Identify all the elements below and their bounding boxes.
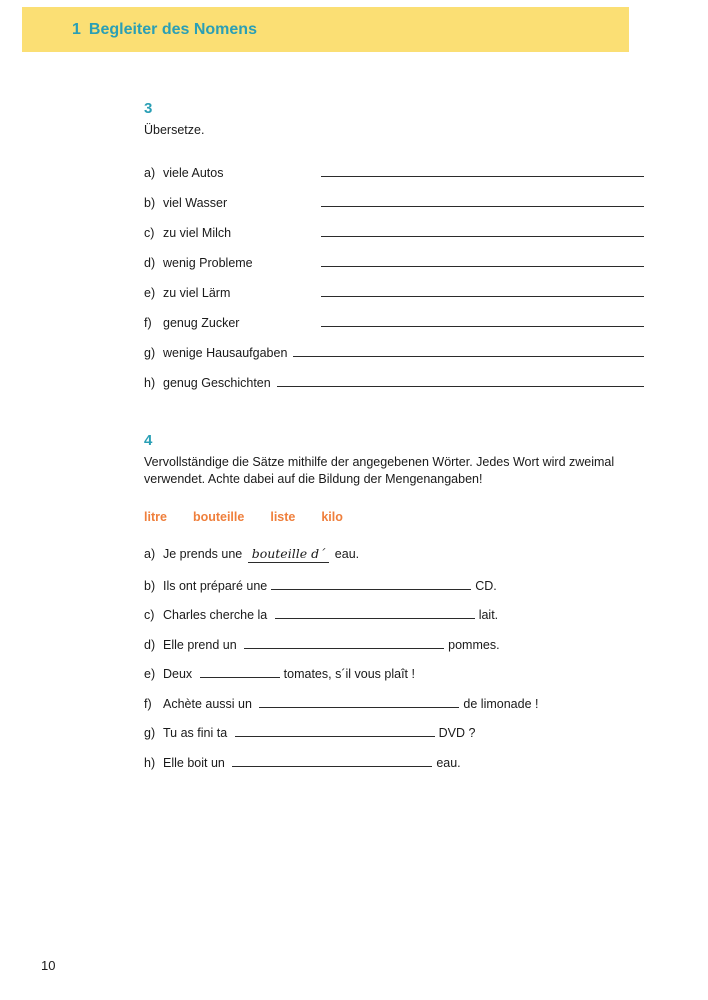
item-term: genug Geschichten — [163, 376, 271, 390]
answer-line[interactable] — [321, 253, 644, 267]
item-letter: c) — [144, 608, 155, 622]
sentence-end: de limonade ! — [463, 696, 539, 711]
exercise-3-item-list — [144, 163, 644, 403]
exercise-4 — [144, 432, 644, 782]
answer-blank[interactable] — [259, 694, 459, 708]
item-letter: c) — [144, 226, 155, 240]
answer-line[interactable] — [321, 163, 644, 177]
item-letter: d) — [144, 256, 156, 270]
sentence-start: Elle boit un — [163, 755, 229, 770]
exercise-3-item — [144, 313, 644, 343]
sentence-start: Ils ont préparé une — [163, 578, 268, 593]
exercise-3-item — [144, 223, 644, 253]
exercise-4-item — [144, 546, 644, 576]
sentence-start: Charles cherche la — [163, 608, 271, 622]
item-term: genug Zucker — [163, 316, 240, 330]
item-letter: e) — [144, 286, 156, 300]
exercise-3-number: 3 — [144, 100, 153, 117]
wordbank-word: bouteille — [192, 510, 245, 524]
item-letter: d) — [144, 637, 156, 652]
exercise-3-instruction: Übersetze. — [144, 123, 205, 137]
item-term: wenige Hausaufgaben — [163, 346, 288, 360]
item-term: zu viel Milch — [163, 226, 232, 240]
exercise-3-item — [144, 373, 644, 403]
exercise-3-item — [144, 343, 644, 373]
item-term: viel Wasser — [163, 196, 228, 210]
exercise-4-item-list — [144, 546, 644, 782]
answer-blank[interactable] — [271, 576, 471, 590]
exercise-3-item — [144, 163, 644, 193]
sentence-start: Je prends une — [163, 547, 246, 561]
item-letter: f) — [144, 696, 152, 711]
item-term: viele Autos — [163, 166, 224, 180]
exercise-3-item — [144, 193, 644, 223]
sentence-start: Achète aussi un — [163, 696, 256, 711]
wordbank-word: liste — [270, 510, 296, 524]
item-letter: a) — [144, 166, 156, 180]
sentence-end: pommes. — [448, 637, 500, 652]
sentence-end: lait. — [478, 608, 499, 622]
exercise-4-item — [144, 664, 644, 694]
answer-blank[interactable] — [232, 753, 432, 767]
answer-blank[interactable] — [200, 664, 280, 678]
sentence-end: eau. — [436, 755, 461, 770]
item-term: zu viel Lärm — [163, 286, 231, 300]
answer-blank[interactable] — [244, 635, 444, 649]
wordbank-word: litre — [144, 510, 167, 524]
exercise-4-item — [144, 723, 644, 753]
wordbank-word: kilo — [321, 510, 343, 524]
answer-line[interactable] — [321, 283, 644, 297]
sentence-end: eau. — [331, 547, 360, 561]
exercise-4-item — [144, 605, 644, 635]
filled-answer[interactable]: bouteille d´ — [248, 546, 330, 563]
sentence-end: tomates, s´il vous plaît ! — [283, 667, 415, 681]
item-letter: b) — [144, 196, 156, 210]
exercise-3 — [144, 100, 644, 403]
exercise-4-item — [144, 694, 644, 724]
exercise-3-item — [144, 283, 644, 313]
sentence-start: Tu as fini ta — [163, 726, 231, 740]
answer-line[interactable] — [321, 313, 644, 327]
item-letter: g) — [144, 726, 156, 740]
exercise-4-number: 4 — [144, 432, 153, 449]
item-letter: h) — [144, 376, 156, 390]
sentence-start: Deux — [163, 667, 196, 681]
exercise-4-item — [144, 635, 644, 665]
exercise-4-instruction: Vervollständige die Sätze mithilfe der angegebenen Wörter. Jedes Wort wird zweimal verwendet. Achte dabei auf die Bildung der Mengenangaben! — [144, 455, 615, 486]
answer-line[interactable] — [277, 373, 644, 387]
answer-line[interactable] — [293, 343, 644, 357]
item-term: wenig Probleme — [163, 256, 253, 270]
exercise-3-item — [144, 253, 644, 283]
item-letter: a) — [144, 547, 156, 561]
item-letter: g) — [144, 346, 156, 360]
sentence-end: CD. — [475, 578, 497, 593]
page-number: 10 — [41, 958, 56, 973]
sentence-end: DVD ? — [438, 726, 476, 740]
chapter-number: 1 — [72, 20, 81, 38]
answer-line[interactable] — [321, 193, 644, 207]
chapter-header-banner — [22, 7, 629, 52]
sentence-start: Elle prend un — [163, 637, 241, 652]
item-letter: b) — [144, 578, 156, 593]
answer-blank[interactable] — [235, 723, 435, 737]
item-letter: h) — [144, 755, 156, 770]
answer-blank[interactable] — [275, 605, 475, 619]
chapter-title: Begleiter des Nomens — [88, 20, 257, 38]
item-letter: f) — [144, 316, 152, 330]
exercise-4-item — [144, 753, 644, 783]
answer-line[interactable] — [321, 223, 644, 237]
exercise-4-wordbank — [144, 510, 644, 524]
exercise-4-item — [144, 576, 644, 606]
item-letter: e) — [144, 667, 156, 681]
